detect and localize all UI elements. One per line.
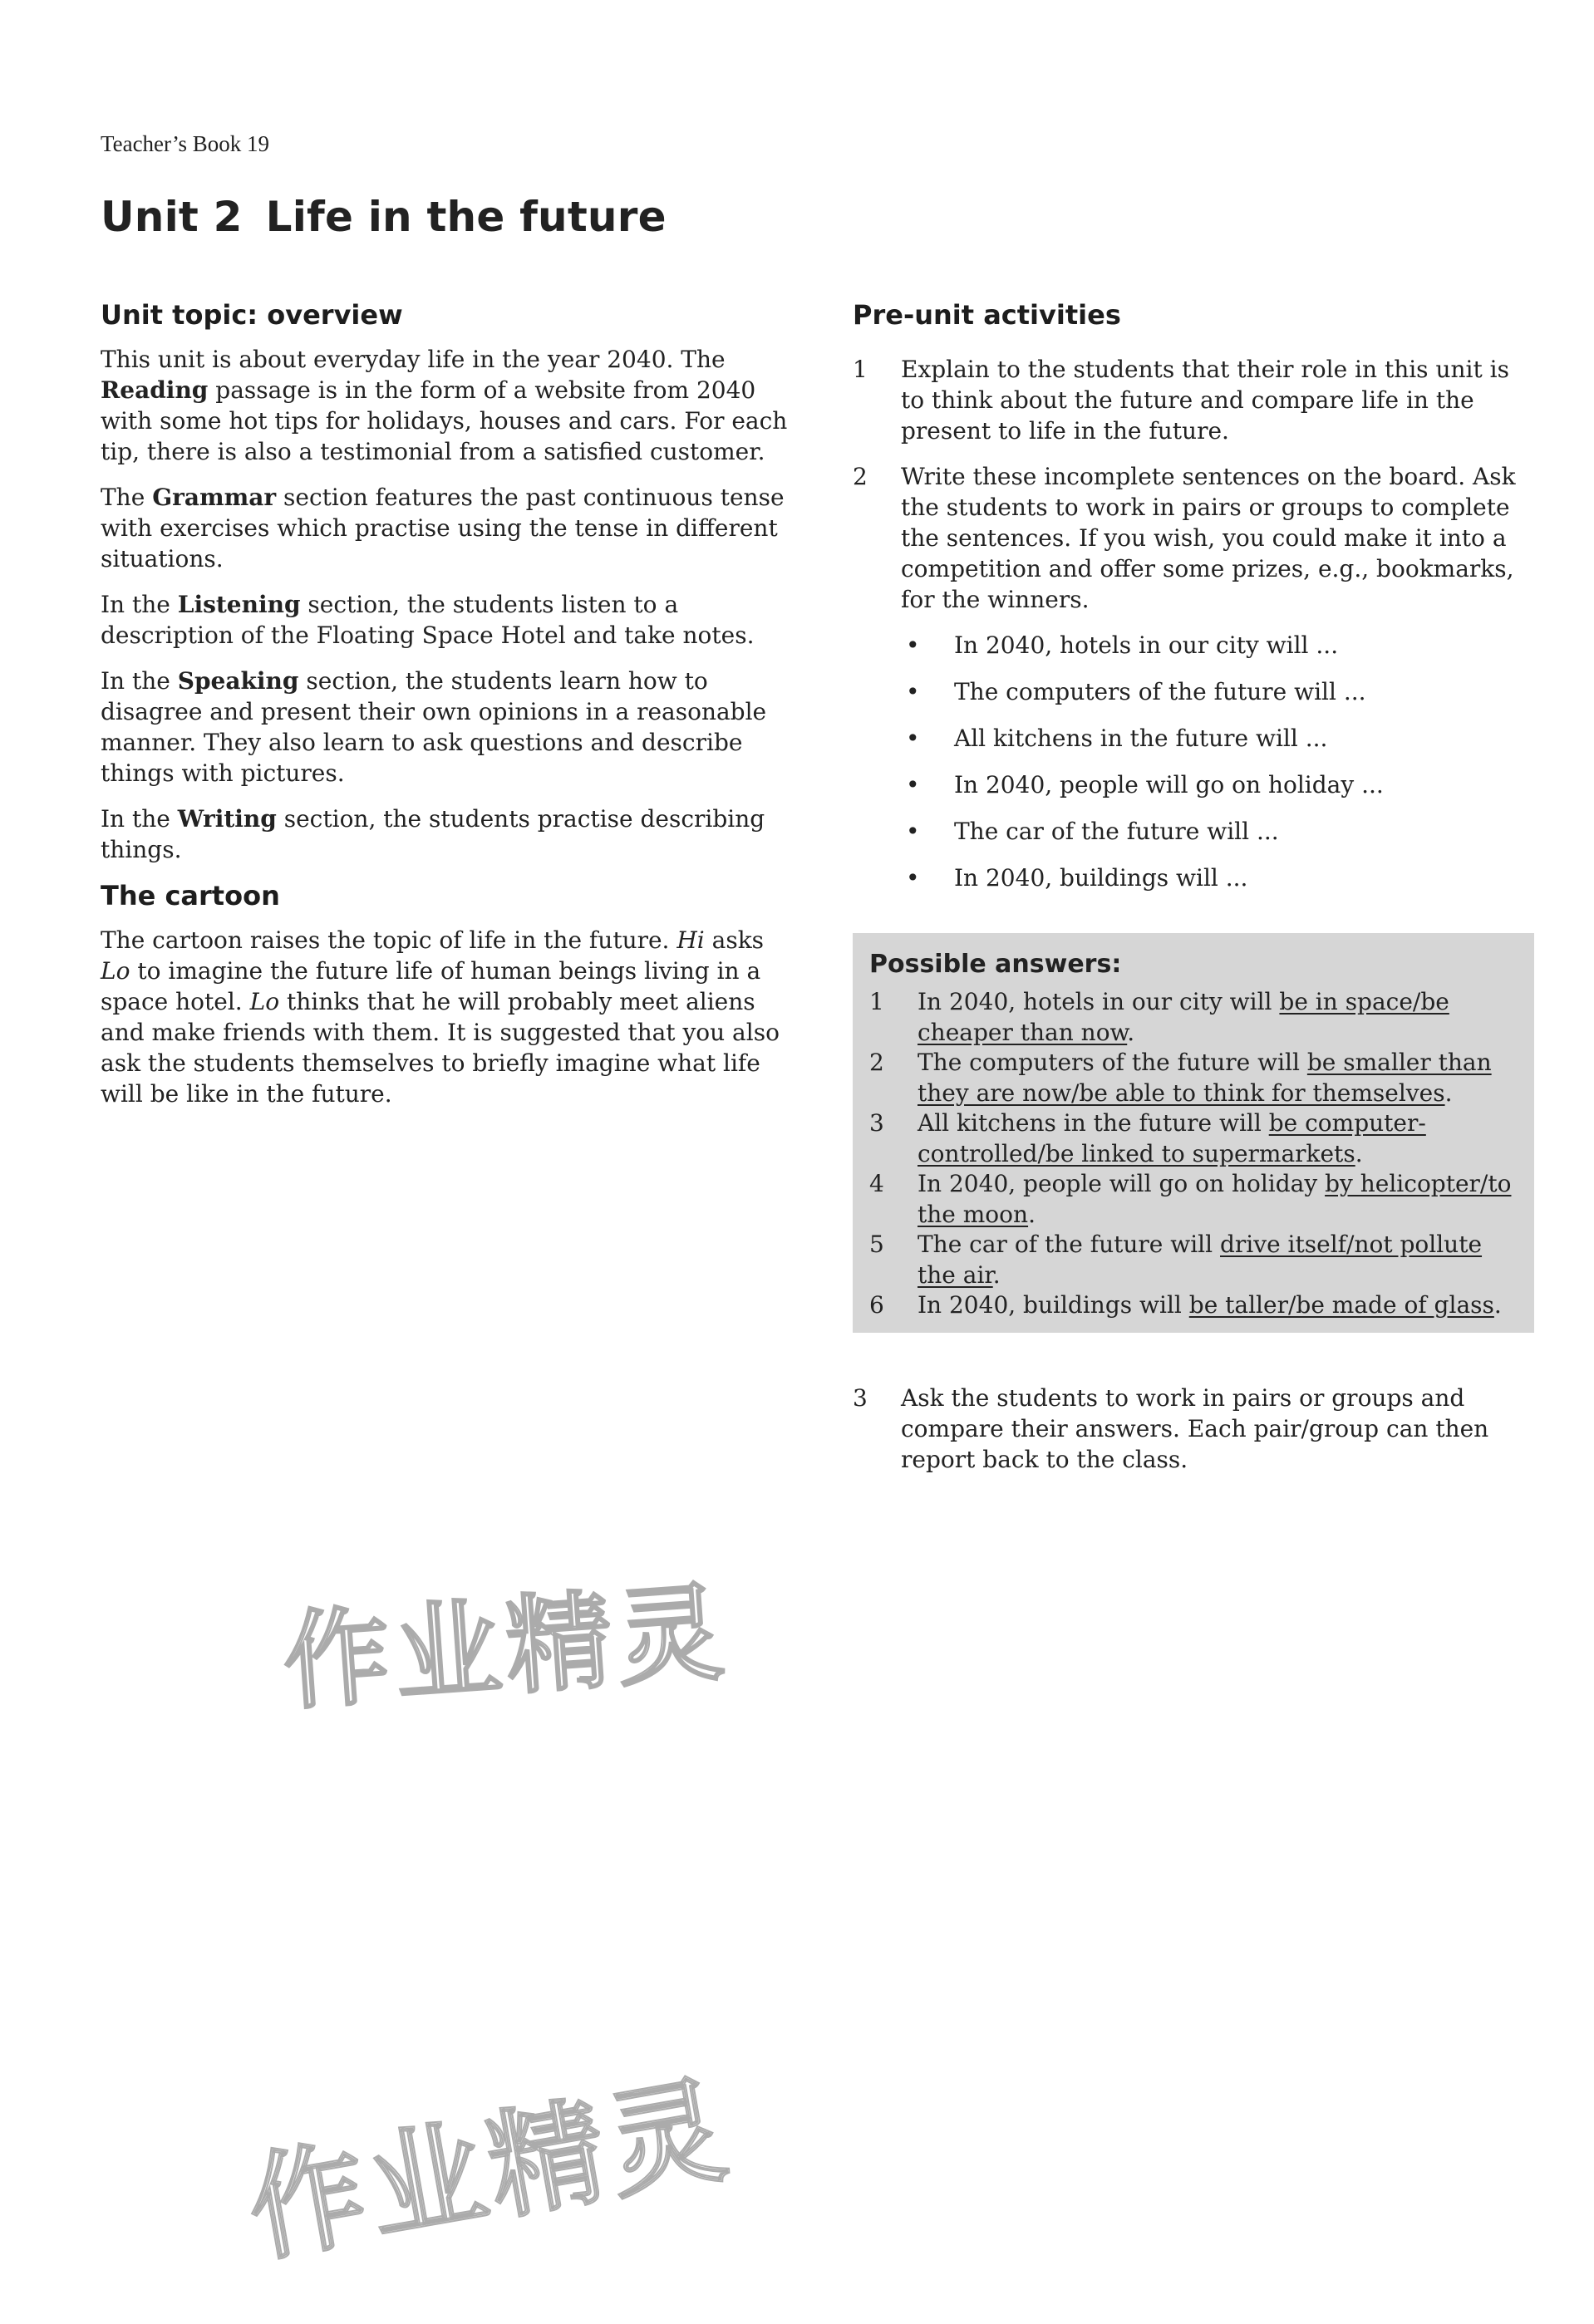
running-head: Teacher’s Book 19 xyxy=(101,131,270,156)
overview-paragraph-writing: In the Writing section, the students practise describing things. xyxy=(101,805,765,863)
list-item: • In 2040, people will go on holiday ... xyxy=(906,771,1384,798)
watermark: 作业精灵 xyxy=(279,1570,733,1726)
pre-unit-item-3: 3 Ask the students to work in pairs or groups and compare their answers. Each pair/group can then report back to the class. xyxy=(853,1383,1489,1473)
answer-item: 3 All kitchens in the future will be computer-controlled/be linked to supermarkets. xyxy=(869,1109,1426,1167)
overview-paragraph-listening: In the Listening section, the students listen to a description of the Floating Space Hotel and take notes. xyxy=(101,591,755,649)
list-item: • The car of the future will ... xyxy=(906,818,1279,845)
pre-unit-heading: Pre-unit activities xyxy=(853,299,1121,331)
list-item: • The computers of the future will ... xyxy=(906,678,1366,705)
right-column xyxy=(853,299,1534,1490)
answer-item: 4 In 2040, people will go on holiday by helicopter/to the moon. xyxy=(869,1170,1512,1228)
list-item: • In 2040, hotels in our city will ... xyxy=(906,631,1339,659)
answer-item: 6 In 2040, buildings will be taller/be made of glass. xyxy=(869,1291,1502,1319)
answer-item: 2 The computers of the future will be smaller than they are now/be able to think for themselves. xyxy=(869,1049,1492,1107)
cartoon-paragraph: The cartoon raises the topic of life in the future. Hi asks Lo to imagine the future life of human beings living in a space hotel. Lo thinks that he will probably meet aliens and make friends with them. It is suggested that you also ask the students themselves to briefly imagine what life will be like in the future. xyxy=(101,926,780,1108)
pre-unit-list xyxy=(853,354,1534,615)
list-item: • In 2040, buildings will ... xyxy=(906,864,1248,892)
overview-paragraph-grammar: The Grammar section features the past continuous tense with exercises which practise using the tense in different situations. xyxy=(101,484,785,572)
pre-unit-item-2: 2 Write these incomplete sentences on the board. Ask the students to work in pairs or groups to complete the sentences. If you wish, you could make it into a competition and offer some prizes, e.g., bookmarks, for the winners. xyxy=(853,463,1516,613)
left-column xyxy=(101,299,795,1124)
answer-item: 1 In 2040, hotels in our city will be in space/be cheaper than now. xyxy=(869,988,1449,1046)
pre-unit-item-1: 1 Explain to the students that their role in this unit is to think about the future and compare life in the present to life in the future. xyxy=(853,356,1509,445)
answer-item: 5 The car of the future will drive itself/not pollute the air. xyxy=(869,1231,1483,1289)
unit-number: Unit 2 xyxy=(101,193,243,241)
overview-paragraph-reading: This unit is about everyday life in the year 2040. The Reading passage is in the form of a website from 2040 with some hot tips for holidays, houses and cars. For each tip, there is also a testimonial from a satisfied customer. xyxy=(101,346,788,465)
list-item: • All kitchens in the future will ... xyxy=(906,725,1328,752)
possible-answers-heading: Possible answers: xyxy=(869,950,1122,979)
possible-answers-list xyxy=(869,987,1514,1321)
watermark: 作业精灵 xyxy=(239,2061,740,2280)
pre-unit-list-continued xyxy=(853,1383,1534,1475)
overview-heading: Unit topic: overview xyxy=(101,299,403,331)
incomplete-sentences xyxy=(901,630,1534,893)
cartoon-heading: The cartoon xyxy=(101,880,280,911)
overview-paragraph-speaking: In the Speaking section, the students learn how to disagree and present their own opinions in a reasonable manner. They also learn to ask questions and describe things with pictures. xyxy=(101,667,767,787)
possible-answers-box xyxy=(853,933,1534,1333)
unit-title xyxy=(101,193,667,241)
unit-name: Life in the future xyxy=(265,193,667,241)
